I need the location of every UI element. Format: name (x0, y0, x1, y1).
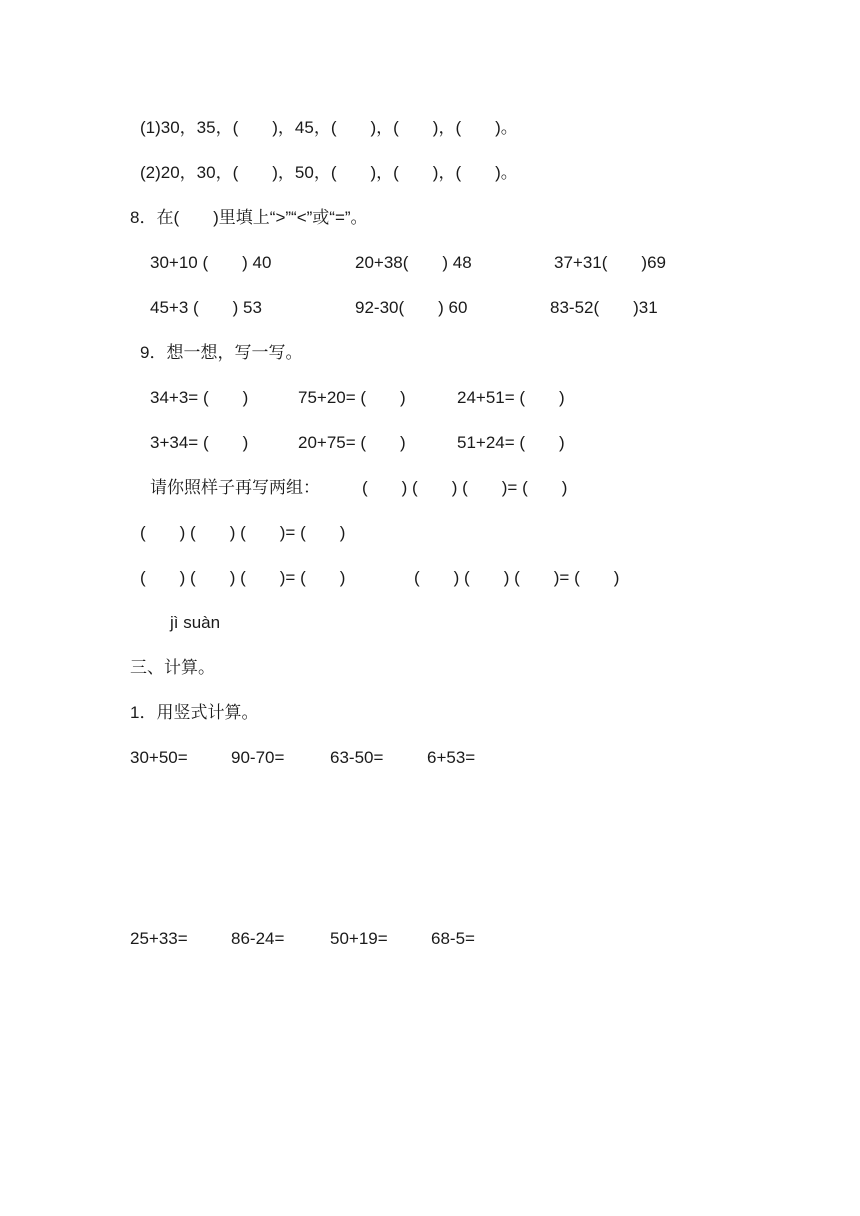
calc-item: 90-70= (231, 748, 285, 767)
equation-item: 24+51= ( ) (457, 388, 565, 407)
example-prompt: 请你照样子再写两组： (150, 478, 320, 497)
equation-item: 51+24= ( ) (457, 433, 565, 452)
pinyin-annotation: jì suàn (170, 613, 221, 632)
calc-item: 6+53= (427, 748, 476, 767)
blank-equation: ( ) ( ) ( )= ( ) (362, 478, 568, 497)
compare-item: 92-30( ) 60 (355, 298, 468, 317)
blank-equation: ( ) ( ) ( )= ( ) (140, 523, 346, 542)
compare-item: 30+10 ( ) 40 (150, 253, 272, 272)
question-9-title: 9．想一想，写一写。 (140, 343, 303, 362)
calc-item: 30+50= (130, 748, 188, 767)
compare-item: 37+31( )69 (554, 253, 666, 272)
equation-item: 3+34= ( ) (150, 433, 249, 452)
blank-equation: ( ) ( ) ( )= ( ) (414, 568, 620, 587)
equation-item: 34+3= ( ) (150, 388, 249, 407)
sequence-line-1: (1)30，35，( )，45，( )，( )，( )。 (140, 118, 518, 137)
equation-item: 20+75= ( ) (298, 433, 406, 452)
equation-item: 75+20= ( ) (298, 388, 406, 407)
section-title: 三、计算。 (130, 658, 215, 677)
blank-equation: ( ) ( ) ( )= ( ) (140, 568, 346, 587)
calc-item: 25+33= (130, 929, 188, 948)
calc-item: 50+19= (330, 929, 388, 948)
compare-item: 83-52( )31 (550, 298, 658, 317)
question-1-title: 1．用竖式计算。 (130, 703, 259, 722)
calc-item: 63-50= (330, 748, 384, 767)
sequence-line-2: (2)20，30，( )，50，( )，( )，( )。 (140, 163, 518, 182)
compare-item: 20+38( ) 48 (355, 253, 472, 272)
calc-item: 86-24= (231, 929, 285, 948)
calc-item: 68-5= (431, 929, 475, 948)
compare-item: 45+3 ( ) 53 (150, 298, 262, 317)
question-8-title: 8．在( )里填上“>”“<”或“=”。 (130, 208, 368, 227)
